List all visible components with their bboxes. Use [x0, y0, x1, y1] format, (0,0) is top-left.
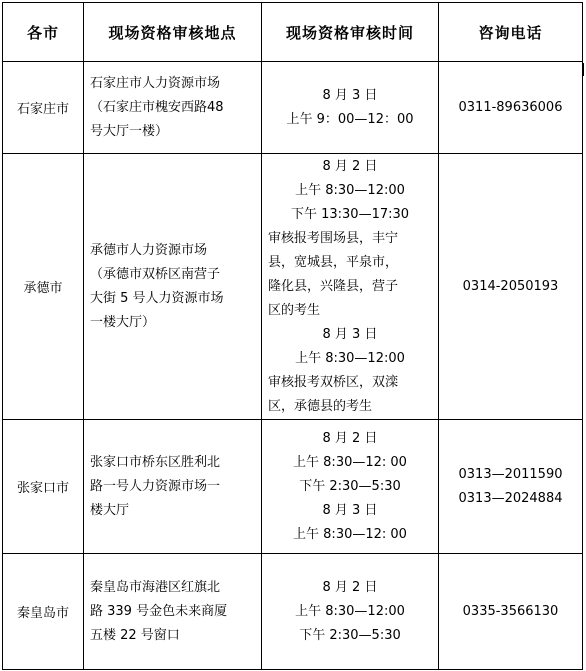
phone-number: 0313—2024884	[458, 490, 563, 506]
header-review-location: 现场资格审核地点	[84, 3, 262, 62]
time-line: 8 月 2 日	[322, 158, 378, 174]
location-line: 路一号人力资源市场一	[90, 478, 221, 494]
phone-cell	[439, 62, 583, 154]
time-line: 8 月 3 日	[322, 326, 378, 342]
time-cell	[262, 554, 439, 670]
location-cell	[84, 554, 262, 670]
location-cell	[84, 62, 262, 154]
location-line: 五楼 22 号窗口	[90, 627, 180, 643]
time-line: 县，宽城县，平泉市，	[268, 254, 399, 270]
time-line: 上午 8:30—12:00	[295, 350, 405, 366]
time-line: 上午 8:30—12:00	[295, 182, 405, 198]
location-cell	[84, 420, 262, 554]
location-line: 秦皇岛市海港区红旗北	[90, 579, 221, 595]
time-line: 下午 13:30—17:30	[290, 206, 410, 222]
time-cell	[262, 154, 439, 420]
exam-review-schedule-table	[2, 2, 583, 670]
city-cell: 秦皇岛市	[3, 554, 84, 670]
table-body	[3, 62, 583, 670]
time-line: 上午 8:30—12: 00	[293, 454, 407, 470]
location-line: 张家口市桥东区胜利北	[90, 454, 221, 470]
phone-cell	[439, 420, 583, 554]
phone-cell	[439, 554, 583, 670]
time-line: 8 月 2 日	[322, 430, 378, 446]
phone-cell	[439, 154, 583, 420]
time-line: 下午 2:30—5:30	[299, 627, 401, 643]
location-line: 路 339 号金色未来商厦	[90, 603, 228, 619]
location-line: （石家庄市槐安西路48	[90, 99, 224, 115]
location-line: 大街 5 号人力资源市场	[90, 290, 224, 306]
time-line: 下午 2:30—5:30	[299, 478, 401, 494]
time-line: 8 月 2 日	[322, 579, 378, 595]
table-row	[3, 554, 583, 670]
time-line: 隆化县，兴隆县，营子	[268, 278, 399, 294]
edge-marker	[582, 63, 584, 76]
location-line: （承德市双桥区南营子	[90, 266, 221, 282]
time-line: 8 月 3 日	[322, 87, 378, 103]
location-line: 楼大厅	[90, 502, 130, 518]
time-line: 8 月 3 日	[322, 502, 378, 518]
time-cell	[262, 62, 439, 154]
time-line: 审核报考围场县，丰宁	[268, 230, 399, 246]
time-line: 上午 8:30—12: 00	[293, 526, 407, 542]
time-line: 区的考生	[268, 302, 321, 318]
header-consult-phone: 咨询电话	[439, 3, 583, 62]
header-city: 各市	[3, 3, 84, 62]
city-cell: 承德市	[3, 154, 84, 420]
time-cell	[262, 420, 439, 554]
time-line: 区，承德县的考生	[268, 398, 373, 414]
time-line: 上午 9：00—12：00	[286, 111, 414, 127]
city-cell: 张家口市	[3, 420, 84, 554]
phone-number: 0313—2011590	[458, 466, 563, 482]
table-row	[3, 420, 583, 554]
phone-number: 0335-3566130	[462, 603, 559, 619]
city-cell: 石家庄市	[3, 62, 84, 154]
location-line: 石家庄市人力资源市场	[90, 75, 221, 91]
header-review-time: 现场资格审核时间	[262, 3, 439, 62]
location-line: 承德市人力资源市场	[90, 242, 208, 258]
header-row	[3, 3, 583, 62]
location-cell	[84, 154, 262, 420]
table-row	[3, 62, 583, 154]
phone-number: 0314-2050193	[462, 278, 559, 294]
location-line: 号大厅一楼）	[90, 123, 169, 139]
table-row	[3, 154, 583, 420]
location-line: 一楼大厅）	[90, 314, 156, 330]
time-line: 审核报考双桥区，双滦	[268, 374, 399, 390]
phone-number: 0311-89636006	[458, 99, 563, 115]
time-line: 上午 8:30—12:00	[295, 603, 405, 619]
